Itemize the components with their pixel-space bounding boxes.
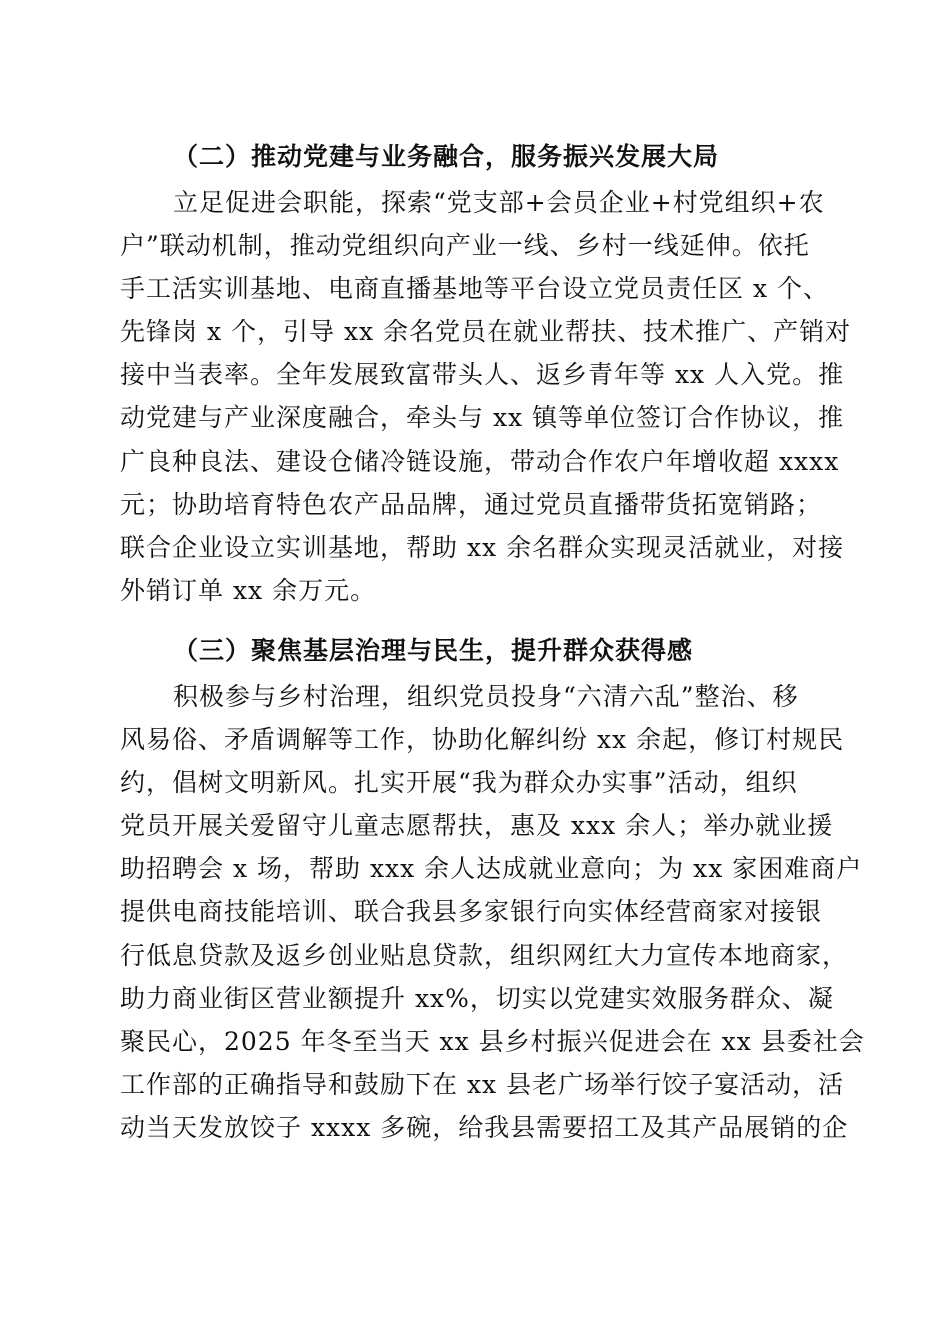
section-body-3	[0, 675, 950, 1149]
paragraph-line: 行低息贷款及返乡创业贴息贷款，组织网红大力宣传本地商家，	[120, 940, 849, 970]
paragraph-line: 立足促进会职能，探索“党支部+会员企业+村党组织+农	[173, 188, 825, 217]
section-heading-3: （三）聚焦基层治理与民生，提升群众获得感	[173, 636, 694, 665]
paragraph-line: 户”联动机制，推动党组织向产业一线、乡村一线延伸。依托	[120, 231, 810, 261]
paragraph-line: 助力商业街区营业额提升 xx%，切实以党建实效服务群众、凝	[120, 983, 834, 1013]
paragraph-line: 广良种良法、建设仓储冷链设施，带动合作农户年增收超 xxxx	[120, 446, 840, 476]
paragraph-line: 工作部的正确指导和鼓励下在 xx 县老广场举行饺子宴活动，活	[120, 1069, 845, 1099]
paragraph-line: 手工活实训基地、电商直播基地等平台设立党员责任区 x 个、	[120, 274, 829, 304]
paragraph-line: 助招聘会 x 场，帮助 xxx 余人达成就业意向；为 xx 家困难商户	[120, 854, 863, 884]
paragraph-line: 党员开展关爱留守儿童志愿帮扶，惠及 xxx 余人；举办就业援	[120, 811, 834, 841]
paragraph-line: 积极参与乡村治理，组织党员投身“六清六乱”整治、移	[173, 682, 799, 711]
section-heading-2: （二）推动党建与业务融合，服务振兴发展大局	[173, 142, 720, 171]
paragraph-line: 提供电商技能培训、联合我县多家银行向实体经营商家对接银	[120, 897, 823, 927]
paragraph-line: 风易俗、矛盾调解等工作，协助化解纠纷 xx 余起，修订村规民	[120, 725, 845, 755]
paragraph-line: 动当天发放饺子 xxxx 多碗，给我县需要招工及其产品展销的企	[120, 1112, 849, 1142]
paragraph-line: 先锋岗 x 个，引导 xx 余名党员在就业帮扶、技术推广、产销对	[120, 317, 852, 347]
paragraph-line: 联合企业设立实训基地，帮助 xx 余名群众实现灵活就业，对接	[120, 532, 845, 562]
paragraph-line: 元；协助培育特色农产品品牌，通过党员直播带货拓宽销路；	[120, 489, 823, 519]
paragraph-line: 约，倡树文明新风。扎实开展“我为群众办实事”活动，组织	[120, 768, 798, 798]
paragraph-line: 接中当表率。全年发展致富带头人、返乡青年等 xx 人入党。推	[120, 360, 845, 390]
paragraph-line: 动党建与产业深度融合，牵头与 xx 镇等单位签订合作协议，推	[120, 403, 845, 433]
paragraph-line: 外销订单 xx 余万元。	[120, 575, 377, 605]
paragraph-line: 聚民心，2025 年冬至当天 xx 县乡村振兴促进会在 xx 县委社会	[120, 1026, 865, 1056]
section-body-2	[0, 181, 950, 612]
